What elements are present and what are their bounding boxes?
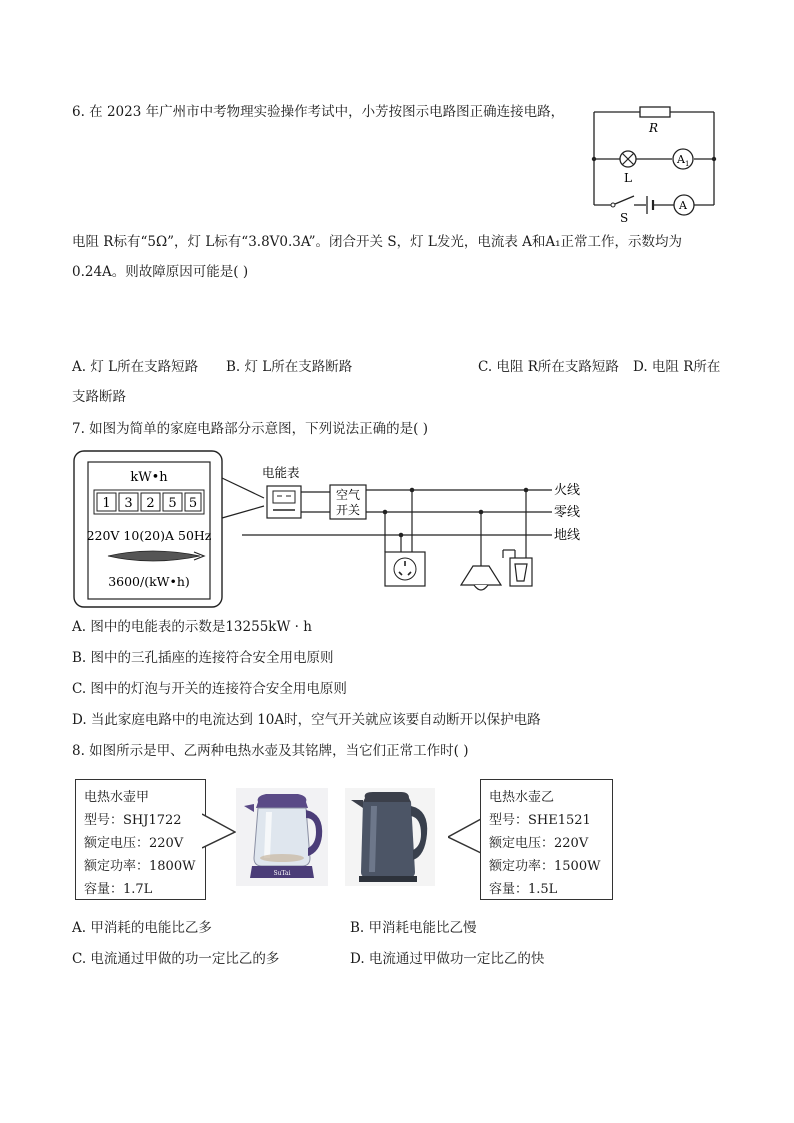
kettle-b-model: 型号：SHE1521	[489, 813, 591, 828]
lamp-label: L	[624, 171, 632, 185]
three-hole-socket-icon	[385, 552, 425, 586]
ammeter-a1-label: A	[677, 153, 685, 166]
live-wire-label: 火线	[554, 483, 581, 498]
kettle-b-nameplate	[480, 779, 613, 900]
ammeter-a-label: A	[679, 199, 687, 212]
kettle-b-voltage: 额定电压：220V	[489, 836, 589, 851]
q7-option-c[interactable]: C. 图中的灯泡与开关的连接符合安全用电原则	[72, 681, 347, 697]
kettle-a-nameplate	[75, 779, 206, 900]
meter-digit-5: 5	[188, 496, 198, 511]
meter-constant: 3600/(kW•h)	[108, 574, 190, 589]
kettle-b-capacity: 容量：1.5L	[489, 882, 558, 897]
kettle-b-title: 电热水壶乙	[489, 790, 555, 805]
q6-option-d-continued: 支路断路	[72, 389, 126, 405]
bulb-icon	[461, 558, 501, 590]
q6-option-a[interactable]: A. 灯 L所在支路短路	[72, 359, 199, 375]
kettle-a-voltage: 额定电压：220V	[84, 836, 184, 851]
q7-option-b[interactable]: B. 图中的三孔插座的连接符合安全用电原则	[72, 650, 334, 666]
breaker-label-2: 开关	[335, 503, 361, 517]
q8-stem: 8. 如图所示是甲、乙两种电热水壶及其铭牌，当它们正常工作时( )	[72, 743, 469, 759]
kettle-a-model: 型号：SHJ1722	[84, 813, 182, 828]
meter-unit-label: kW•h	[130, 470, 168, 485]
q7-stem: 7. 如图为简单的家庭电路部分示意图，下列说法正确的是( )	[72, 421, 428, 437]
kettle-a-title: 电热水壶甲	[84, 790, 150, 805]
q7-option-d[interactable]: D. 当此家庭电路中的电流达到 10A时，空气开关就应该要自动断开以保护电路	[72, 712, 541, 728]
kettle-a-bubble-pointer	[202, 812, 236, 852]
meter-digit-3: 2	[146, 496, 155, 511]
resistor-label: R	[649, 121, 659, 135]
q7-option-a[interactable]: A. 图中的电能表的示数是13255kW · h	[72, 619, 312, 635]
meter-digit-4: 5	[168, 496, 177, 511]
breaker-label-1: 空气	[335, 488, 361, 502]
meter-digit-2: 3	[124, 496, 133, 511]
q8-option-b[interactable]: B. 甲消耗电能比乙慢	[350, 920, 477, 936]
q8-option-a[interactable]: A. 甲消耗的电能比乙多	[72, 920, 212, 936]
q8-option-c[interactable]: C. 电流通过甲做的功一定比乙的多	[72, 951, 280, 967]
wall-switch-icon	[510, 558, 532, 586]
q6-option-b[interactable]: B. 灯 L所在支路断路	[226, 359, 353, 375]
ammeter-a1-subscript: 1	[685, 160, 690, 168]
q6-stem-line2: 电阻 R标有“5Ω”，灯 L标有“3.8V0.3A”。闭合开关 S，灯 L发光，电流表 A和A₁正常工作，示数均为	[72, 234, 683, 250]
q6-stem-line3: 0.24A。则故障原因可能是( )	[72, 264, 249, 280]
ground-wire-label: 地线	[554, 528, 581, 543]
kettle-a-capacity: 容量：1.7L	[84, 882, 153, 897]
meter-label: 电能表	[262, 465, 300, 480]
battery-icon	[647, 196, 653, 214]
switch-label: S	[620, 211, 629, 224]
resistor-r	[640, 107, 670, 117]
q6-option-d[interactable]: D. 电阻 R所在	[633, 359, 721, 375]
kettle-a-brand: SuTai	[273, 870, 291, 877]
q6-option-c[interactable]: C. 电阻 R所在支路短路	[478, 359, 619, 375]
meter-rating: 220V 10(20)A 50Hz	[86, 528, 212, 543]
kettle-b-power: 额定功率：1500W	[489, 859, 601, 874]
q6-stem-line1: 6. 在 2023 年广州市中考物理实验操作考试中，小芳按图示电路图正确连接电路，	[72, 104, 565, 120]
neutral-wire-label: 零线	[554, 505, 581, 520]
kettle-b-bubble-pointer	[448, 817, 482, 857]
kettle-a-image	[236, 788, 328, 886]
q8-option-d[interactable]: D. 电流通过甲做功一定比乙的快	[350, 951, 545, 967]
kettle-b-image	[345, 788, 435, 886]
kettle-a-power: 额定功率：1800W	[84, 859, 196, 874]
lamp-icon	[620, 151, 636, 167]
q6-circuit-diagram	[588, 104, 718, 224]
meter-digit-1: 1	[102, 496, 111, 511]
home-circuit-diagram	[72, 448, 592, 618]
